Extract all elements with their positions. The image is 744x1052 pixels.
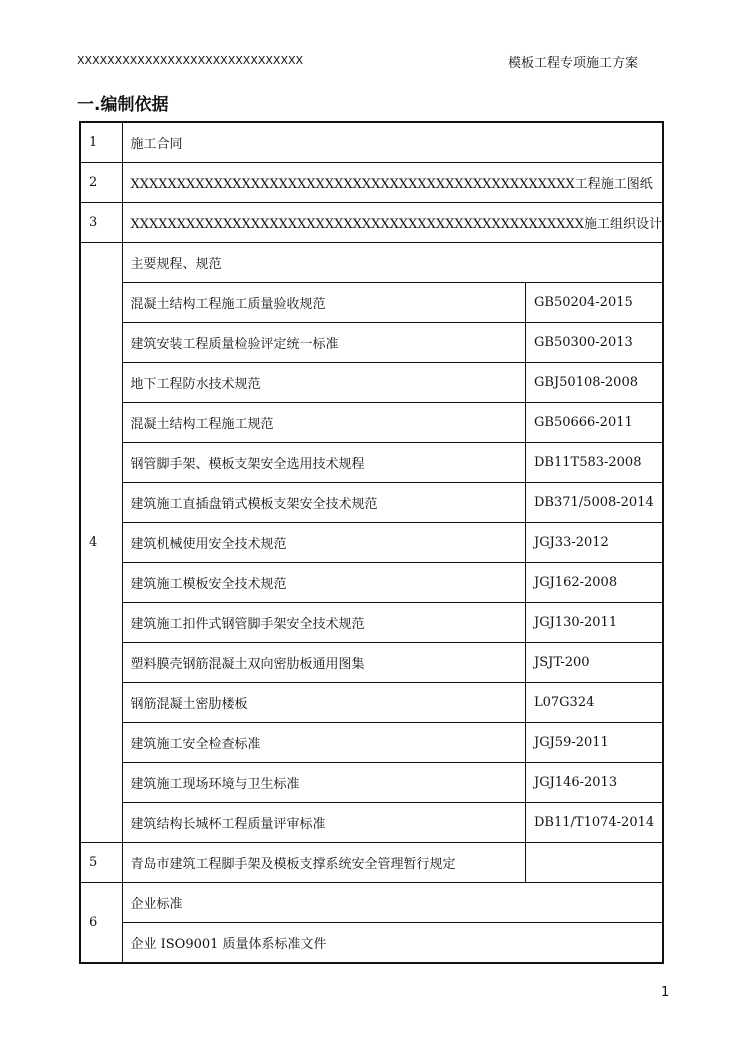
row-number: 5	[80, 843, 122, 883]
table-row	[80, 803, 663, 843]
row-text: 青岛市建筑工程脚手架及模板支撑系统安全管理暂行规定	[122, 843, 526, 883]
row-number: 1	[80, 122, 122, 163]
table-row	[80, 643, 663, 683]
row-text: 企业 ISO9001 质量体系标准文件	[122, 923, 663, 964]
table-row	[80, 883, 663, 923]
row-text: 施工合同	[122, 122, 663, 163]
row-heading: 主要规程、规范	[122, 243, 663, 283]
table-row	[80, 203, 663, 243]
row-number: 2	[80, 163, 122, 203]
row-number: 4	[80, 243, 122, 843]
standard-code: DB11T583-2008	[526, 443, 664, 483]
table-row	[80, 403, 663, 443]
row-text: XXXXXXXXXXXXXXXXXXXXXXXXXXXXXXXXXXXXXXXXXXXXXXXX工程施工图纸	[122, 163, 663, 203]
standard-code: DB11/T1074-2014	[526, 803, 664, 843]
table-row	[80, 283, 663, 323]
table-row	[80, 523, 663, 563]
standard-name: 地下工程防水技术规范	[122, 363, 526, 403]
standard-code: L07G324	[526, 683, 664, 723]
standard-name: 混凝土结构工程施工规范	[122, 403, 526, 443]
standard-code: JGJ162-2008	[526, 563, 664, 603]
row-heading: 企业标准	[122, 883, 663, 923]
row-text: XXXXXXXXXXXXXXXXXXXXXXXXXXXXXXXXXXXXXXXXXXXXXXXXX施工组织设计	[122, 203, 663, 243]
table-row	[80, 323, 663, 363]
standard-name: 建筑安装工程质量检验评定统一标准	[122, 323, 526, 363]
table-row	[80, 763, 663, 803]
standard-name: 建筑结构长城杯工程质量评审标准	[122, 803, 526, 843]
standard-name: 钢筋混凝土密肋楼板	[122, 683, 526, 723]
standard-code: GB50204-2015	[526, 283, 664, 323]
header-document-id: XXXXXXXXXXXXXXXXXXXXXXXXXXXXXX	[77, 54, 304, 67]
standard-name: 建筑机械使用安全技术规范	[122, 523, 526, 563]
standard-code: JSJT-200	[526, 643, 664, 683]
header-document-title: 模板工程专项施工方案	[507, 56, 638, 71]
table-row	[80, 483, 663, 523]
standard-code: JGJ33-2012	[526, 523, 664, 563]
table-row	[80, 923, 663, 964]
table-row	[80, 163, 663, 203]
row-number: 3	[80, 203, 122, 243]
standard-code: GB50300-2013	[526, 323, 664, 363]
table-row	[80, 683, 663, 723]
row-number: 6	[80, 883, 122, 964]
standard-name: 钢管脚手架、模板支架安全选用技术规程	[122, 443, 526, 483]
section-title: 一.编制依据	[77, 95, 169, 115]
page-number: 1	[661, 985, 670, 1000]
standard-name: 混凝土结构工程施工质量验收规范	[122, 283, 526, 323]
standard-code: JGJ146-2013	[526, 763, 664, 803]
table-row	[80, 563, 663, 603]
standard-name: 建筑施工直插盘销式模板支架安全技术规范	[122, 483, 526, 523]
standard-name: 建筑施工模板安全技术规范	[122, 563, 526, 603]
standard-code: JGJ130-2011	[526, 603, 664, 643]
table-row	[80, 243, 663, 283]
standard-name: 建筑施工安全检查标准	[122, 723, 526, 763]
table-row	[80, 363, 663, 403]
standard-name: 塑料膜壳钢筋混凝土双向密肋板通用图集	[122, 643, 526, 683]
standard-name: 建筑施工现场环境与卫生标准	[122, 763, 526, 803]
table-row	[80, 843, 663, 883]
standard-code: JGJ59-2011	[526, 723, 664, 763]
table-row	[80, 443, 663, 483]
basis-table	[79, 121, 664, 964]
table-row	[80, 603, 663, 643]
row-code	[526, 843, 664, 883]
table-row	[80, 723, 663, 763]
standard-name: 建筑施工扣件式钢管脚手架安全技术规范	[122, 603, 526, 643]
standard-code: GBJ50108-2008	[526, 363, 664, 403]
standard-code: DB371/5008-2014	[526, 483, 664, 523]
standard-code: GB50666-2011	[526, 403, 664, 443]
table-row	[80, 122, 663, 163]
